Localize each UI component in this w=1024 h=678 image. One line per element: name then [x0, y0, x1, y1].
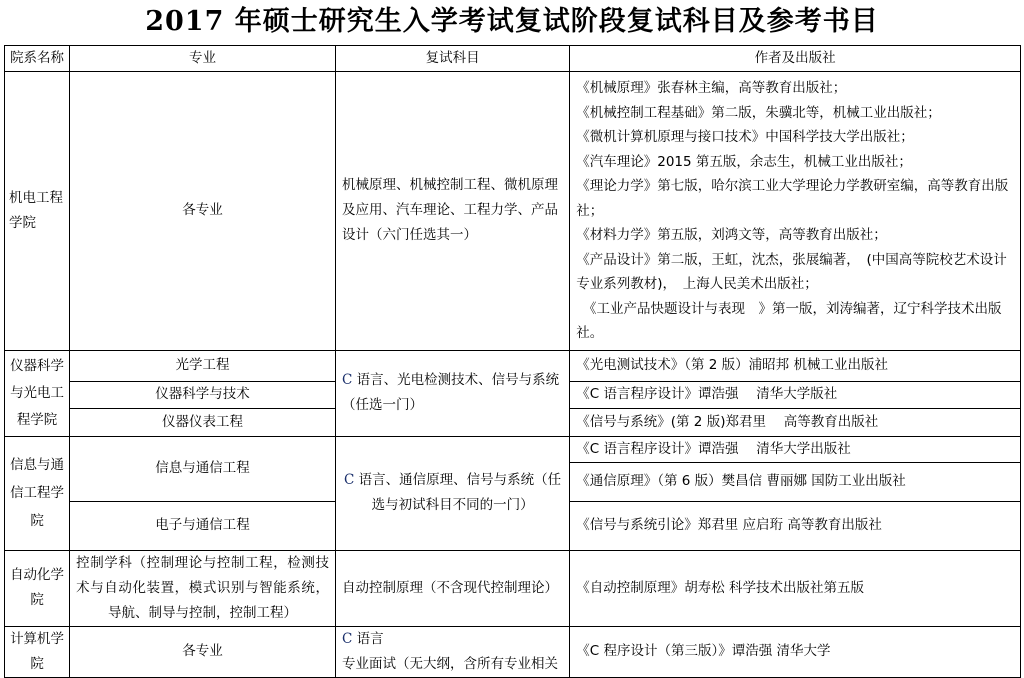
header-subject: 复试科目: [335, 46, 569, 72]
subject-text: 语言: [352, 630, 384, 647]
exam-subjects-table: [4, 45, 1021, 678]
subject-cell: [335, 436, 569, 550]
major-cell: 电子与通信工程: [70, 501, 336, 550]
major-cell: 各专业: [70, 626, 336, 677]
c-language-label: C: [344, 472, 355, 488]
books-cell: 《C 语言程序设计》谭浩强 清华大学出版社: [570, 436, 1021, 462]
major-cell: 控制学科（控制理论与控制工程，检测技术与自动化装置，模式识别与智能系统，导航、制导与控制，控制工程）: [70, 550, 336, 626]
table-row: [5, 626, 1021, 677]
subject-cell: 机械原理、机械控制工程、微机原理及应用、汽车理论、工程力学、产品设计（六门任选其一）: [335, 72, 569, 351]
books-cell: [570, 72, 1021, 351]
major-cell: 各专业: [70, 72, 336, 351]
c-language-label: C: [341, 630, 353, 647]
book-item: 《工业产品快题设计与表现 》第一版，刘涛编著，辽宁科学技术出版社。: [576, 300, 1002, 341]
major-cell: 光学工程: [70, 350, 336, 381]
subject-cell: [335, 626, 569, 677]
books-cell: 《C 程序设计（第三版）》谭浩强 清华大学: [570, 626, 1021, 677]
table-row: [5, 350, 1021, 381]
major-cell: 信息与通信工程: [70, 436, 336, 501]
book-item: 《机械原理》张春林主编，高等教育出版社；: [576, 80, 847, 96]
c-language-label: C: [341, 372, 353, 388]
header-college: 院系名称: [5, 46, 70, 72]
books-cell: 《自动控制原理》胡寿松 科学技术出版社第五版: [570, 550, 1021, 626]
college-cell: 自动化学院: [5, 550, 70, 626]
subject-text: 语言、光电检测技术、信号与系统（任选一门）: [341, 372, 560, 413]
subject-cell: [335, 350, 569, 436]
subject-text: 语言、通信原理、信号与系统（任选与初试科目不同的一门）: [354, 472, 562, 513]
college-cell: 计算机学院: [5, 626, 70, 677]
major-cell: 仪器科学与技术: [70, 381, 336, 408]
books-cell: 《通信原理》（第 6 版）樊昌信 曹丽娜 国防工业出版社: [570, 462, 1021, 501]
college-cell: 信息与通信工程学院: [5, 436, 70, 550]
header-major: 专业: [70, 46, 336, 72]
books-cell: 《C 语言程序设计》谭浩强 清华大学版社: [570, 381, 1021, 408]
book-item: 《汽车理论》2015 第五版，余志生，机械工业出版社；: [576, 153, 912, 170]
table-header-row: [5, 46, 1021, 72]
college-cell: 机电工程学院: [5, 72, 70, 351]
books-cell: 《信号与系统引论》郑君里 应启珩 高等教育出版社: [570, 501, 1021, 550]
books-cell: 《信号与系统》(第 2 版)郑君里 高等教育出版社: [570, 408, 1021, 436]
table-row: [5, 550, 1021, 626]
books-cell: 《光电测试技术》（第 2 版）浦昭邦 机械工业出版社: [570, 350, 1021, 381]
book-item: 《理论力学》第七版，哈尔滨工业大学理论力学教研室编，高等教育出版社；: [576, 178, 1009, 219]
book-item: 《机械控制工程基础》第二版，朱骥北等，机械工业出版社；: [576, 104, 941, 121]
table-row: [5, 436, 1021, 462]
book-item: 《产品设计》第二版，王虹，沈杰，张展编著， (中国高等院校艺术设计专业系列教材)， 上海人民美术出版社；: [576, 251, 1007, 292]
header-books: 作者及出版社: [570, 46, 1021, 72]
book-item: 《微机计算机原理与接口技术》中国科学技大学出版社；: [576, 129, 914, 145]
major-cell: 仪器仪表工程: [70, 408, 336, 436]
table-row: [5, 72, 1021, 351]
book-item: 《材料力学》第五版，刘鸿文等，高等教育出版社；: [576, 227, 887, 243]
subject-text: 专业面试（无大纲，含所有专业相关: [341, 655, 558, 672]
page-title: 2017 年硕士研究生入学考试复试阶段复试科目及参考书目: [145, 6, 879, 37]
college-cell: 仪器科学与光电工程学院: [5, 350, 70, 436]
subject-cell: 自动控制原理（不含现代控制理论）: [335, 550, 569, 626]
